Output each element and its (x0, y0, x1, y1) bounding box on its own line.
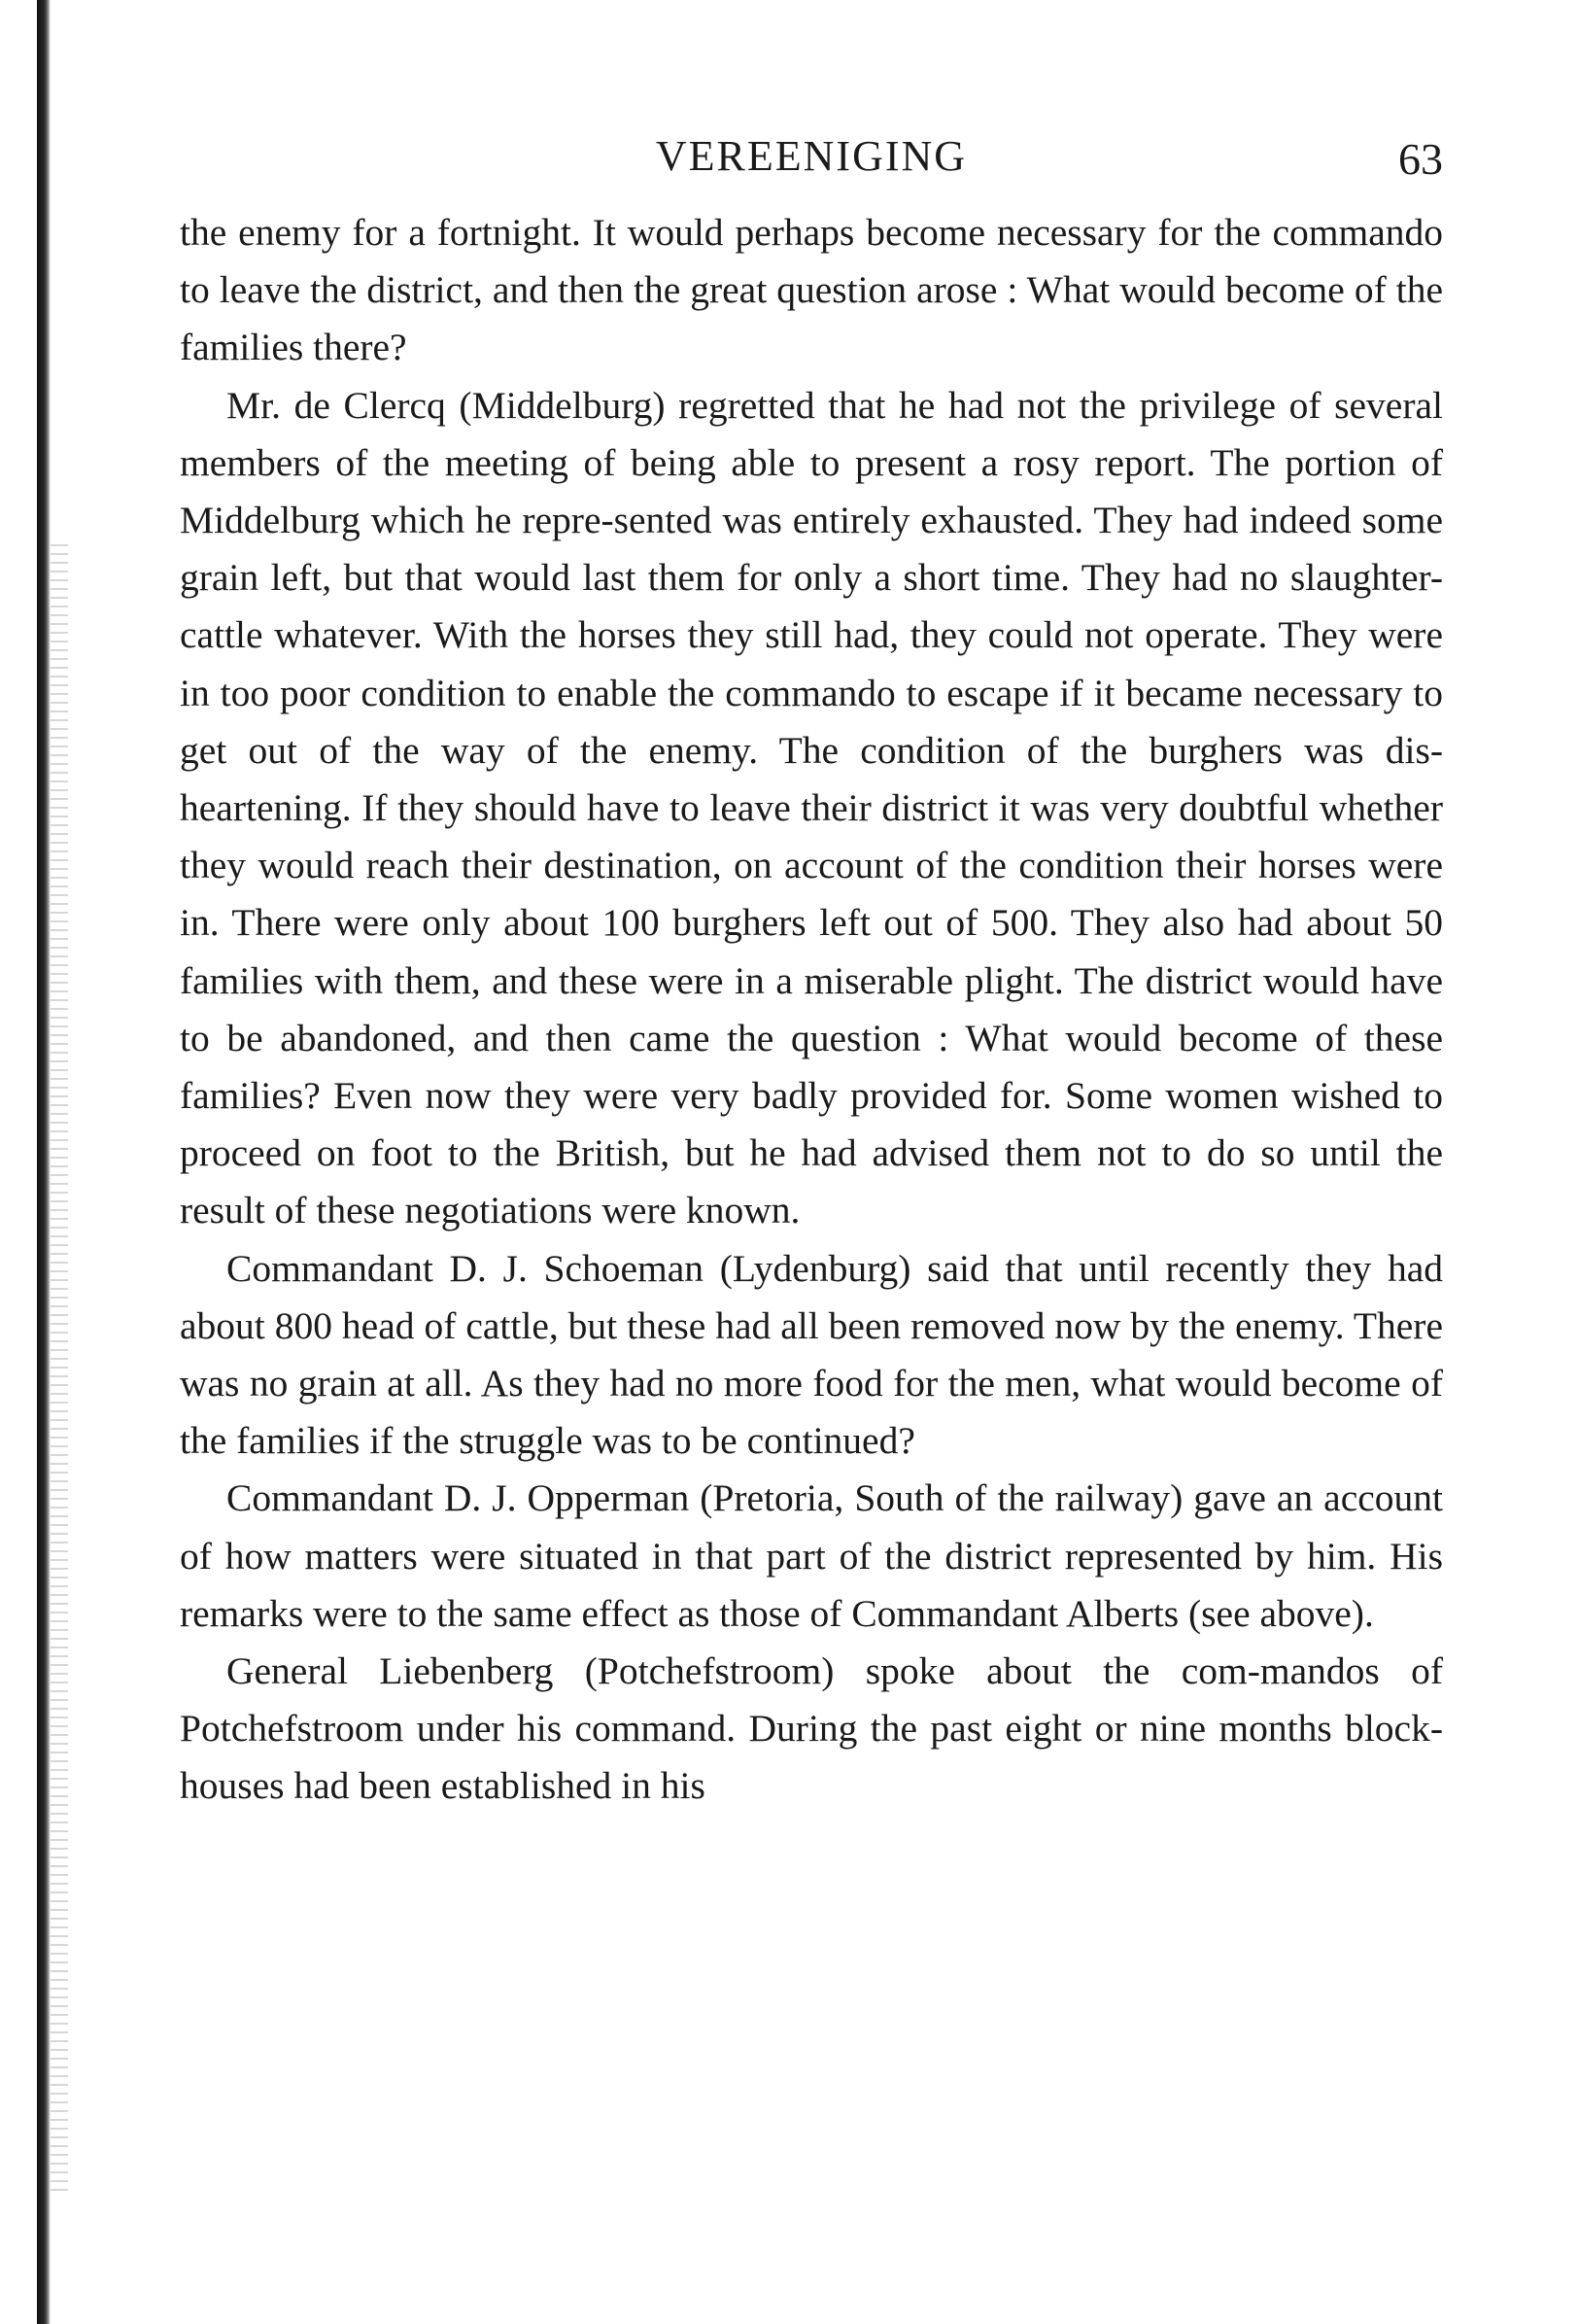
paragraph-schoeman: Commandant D. J. Schoeman (Lydenburg) said that until recently they had about 800 head of cattle, but these had all been removed now by the enemy. There was no grain at all. As they had no more food for the men, what would become of the families if the struggle was to be continued? (180, 1246, 1443, 1463)
paragraph-liebenberg: General Liebenberg (Potchefstroom) spoke about the com-mandos of Potchefstroom under his command. During the past eight or nine months block-houses had been established in his (180, 1649, 1443, 1808)
page-number: 63 (1398, 134, 1443, 184)
book-binding-edge (37, 0, 51, 2324)
binding-shadow (51, 544, 68, 2197)
running-header (180, 112, 1443, 204)
paragraph-continued: the enemy for a fortnight. It would perhaps become necessary for the commando to leave the district, and then the great question arose : What would become of the families there? (180, 211, 1443, 369)
paragraph-opperman: Commandant D. J. Opperman (Pretoria, South of the railway) gave an account of how matters were situated in that part of the district represented by him. His remarks were to the same effect as those of Commandant Alberts (see above). (180, 1476, 1443, 1635)
body-text (180, 204, 1443, 1816)
book-page (180, 112, 1443, 1816)
running-title: VEREENIGING (655, 132, 968, 180)
paragraph-de-clercq: Mr. de Clercq (Middelburg) regretted that he had not the privilege of several members of the meeting of being able to present a rosy report. The portion of Middelburg which he repre-sented was entirely exhausted. They had indeed some grain left, but that would last them for only a short time. They had no slaughter-cattle whatever. With the horses they still had, they could not operate. They were in too poor condition to enable the commando to escape if it became necessary to get out of the way of the enemy. The condition of the burghers was dis-heartening. If they should have to leave their district it was very doubtful whether they would reach their destination, on account of the condition their horses were in. There were only about 100 burghers left out of 500. They also had about 50 families with them, and these were in a miserable plight. The district would have to be abandoned, and then came the question : What would become of these families? Even now they were very badly provided for. Some women wished to proceed on foot to the British, but he had advised them not to do so until the result of these negotiations were known. (180, 383, 1443, 1232)
